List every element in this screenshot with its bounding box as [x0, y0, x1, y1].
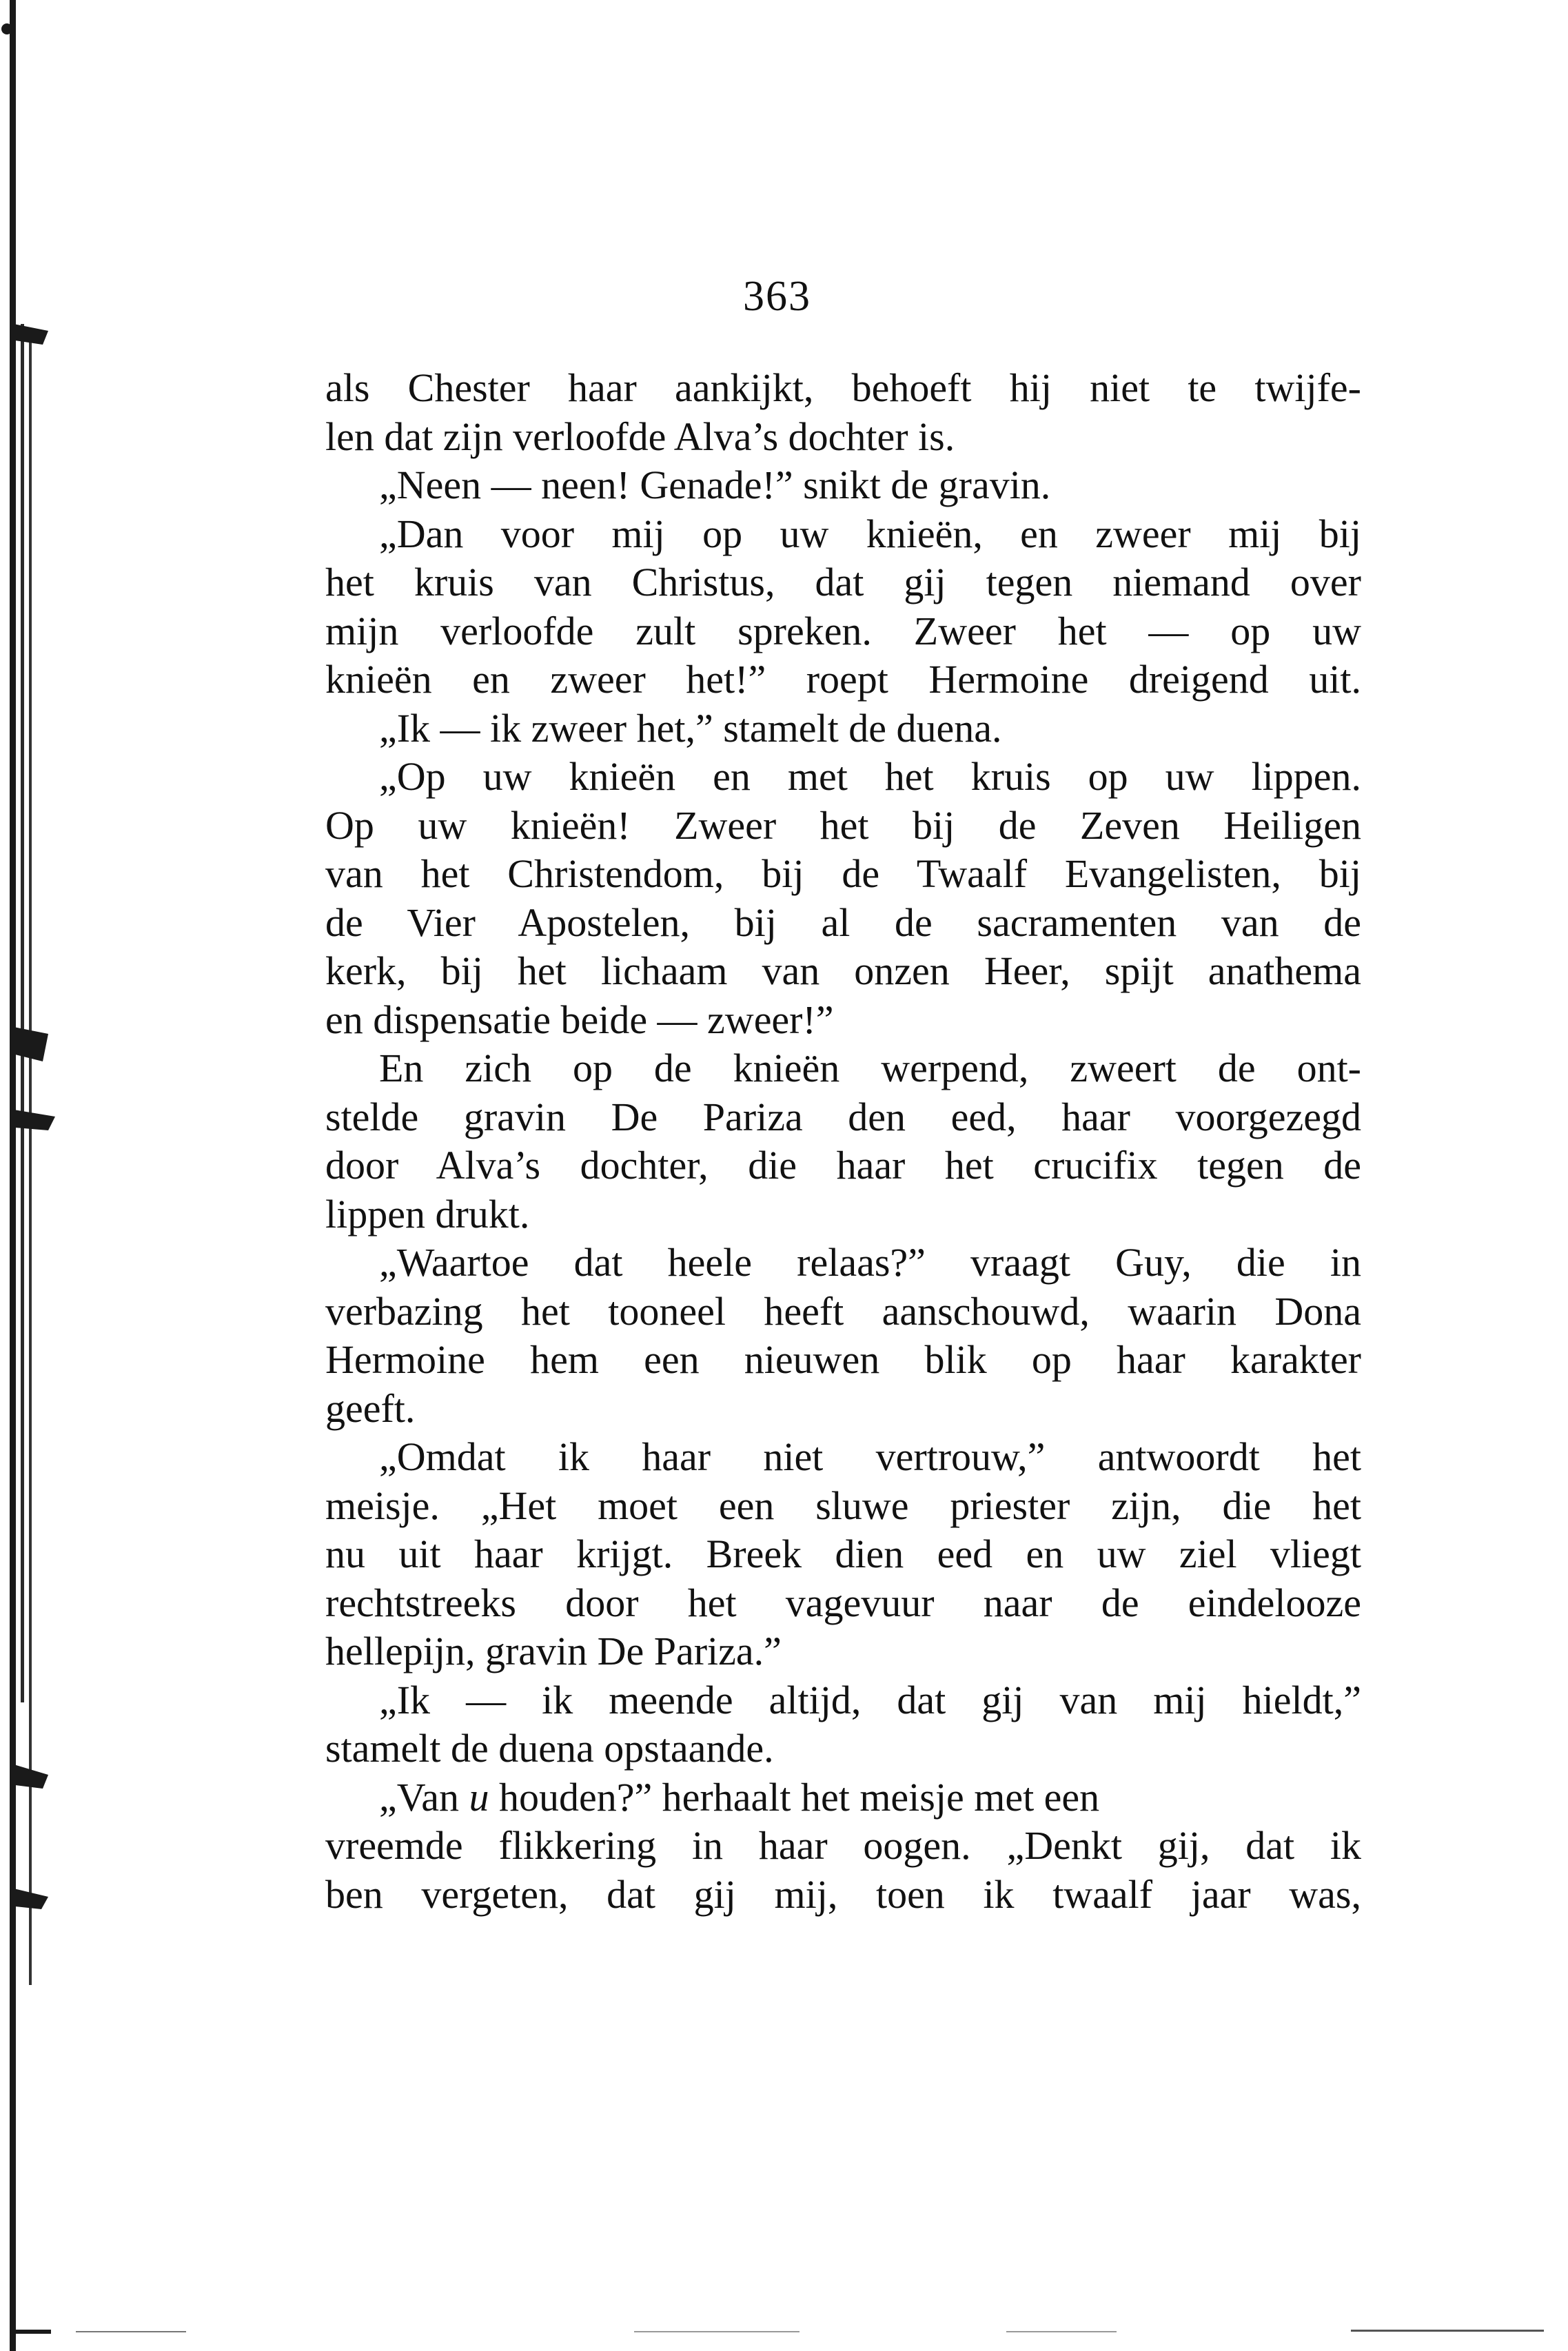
text-line-with-emphasis	[325, 1773, 1361, 1822]
text-line: Hermoine hem een nieuwen blik op haar karakter	[325, 1337, 1361, 1382]
text-line: rechtstreeks door het vagevuur naar de eindelooze	[325, 1580, 1361, 1625]
text-line: En zich op de knieën werpend, zweert de ont-	[379, 1046, 1361, 1090]
text-line: en dispensatie beide — zweer!”	[325, 997, 834, 1042]
text-line: meisje. „Het moet een sluwe priester zijn, die het	[325, 1483, 1361, 1528]
text-line: „Waartoe dat heele relaas?” vraagt Guy, die in	[379, 1240, 1361, 1285]
text-line: hellepijn, gravin De Pariza.”	[325, 1629, 782, 1673]
text-line: „Ik — ik zweer het,” stamelt de duena.	[379, 705, 1002, 751]
text-line: Op uw knieën! Zweer het bij de Zeven Heiligen	[325, 802, 1361, 848]
text-segment: „Van	[379, 1774, 469, 1820]
text-line: vreemde flikkering in haar oogen. „Denkt gij, dat ik	[325, 1823, 1361, 1868]
text-line: ben vergeten, dat gij mij, toen ik twaalf jaar was,	[325, 1871, 1361, 1917]
text-line: „Op uw knieën en met het kruis op uw lippen.	[379, 754, 1361, 799]
page-bottom-edge-marks	[0, 2316, 1568, 2351]
text-line: geeft.	[325, 1385, 416, 1431]
text-line: van het Christendom, bij de Twaalf Evangelisten, bij	[325, 851, 1361, 896]
text-line: het kruis van Christus, dat gij tegen niemand over	[325, 560, 1361, 604]
page-number: 363	[743, 273, 811, 320]
emphasized-word: u	[469, 1774, 489, 1820]
text-line: stelde gravin De Pariza den eed, haar voorgezegd	[325, 1094, 1361, 1139]
text-line: de Vier Apostelen, bij al de sacramenten van de	[325, 899, 1361, 945]
text-segment: houden?” herhaalt het meisje met een	[489, 1774, 1100, 1820]
text-line: nu uit haar krijgt. Breek dien eed en uw ziel vliegt	[325, 1531, 1361, 1576]
text-line: kerk, bij het lichaam van onzen Heer, spijt anathema	[325, 948, 1361, 993]
body-text	[325, 364, 1361, 1919]
text-line: verbazing het tooneel heeft aanschouwd, waarin Dona	[325, 1288, 1361, 1334]
text-line: „Neen — neen! Genade!” snikt de gravin.	[379, 462, 1051, 507]
binding-edge	[0, 0, 83, 2351]
text-line: mijn verloofde zult spreken. Zweer het — op uw	[325, 608, 1361, 653]
text-line: „Dan voor mij op uw knieën, en zweer mij bij	[379, 511, 1361, 556]
text-line: als Chester haar aankijkt, behoeft hij niet te twijfe-	[325, 365, 1361, 410]
text-line: door Alva’s dochter, die haar het crucifix tegen de	[325, 1143, 1361, 1188]
text-line: stamelt de duena opstaande.	[325, 1726, 774, 1771]
text-line: len dat zijn verloofde Alva’s dochter is.	[325, 414, 955, 459]
text-line: knieën en zweer het!” roept Hermoine dreigend uit.	[325, 657, 1361, 702]
text-line: „Omdat ik haar niet vertrouw,” antwoordt het	[379, 1434, 1361, 1479]
text-line: lippen drukt.	[325, 1191, 530, 1236]
text-line: „Ik — ik meende altijd, dat gij van mij hieldt,”	[379, 1677, 1361, 1722]
